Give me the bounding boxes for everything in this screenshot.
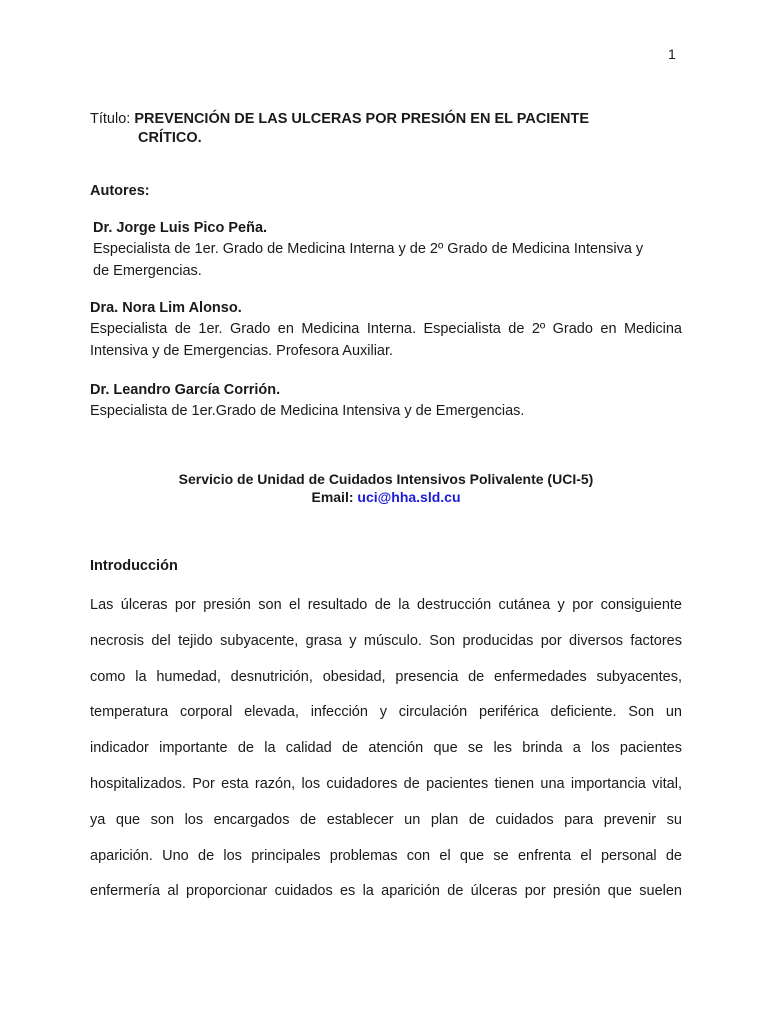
author-name: Dra. Nora Lim Alonso. — [90, 300, 242, 316]
credential-line: Especialista de 1er.Grado de Medicina Intensiva y de Emergencias. — [90, 403, 525, 419]
paragraph-line: ya que son los encargados de establecer un plan de cuidados para prevenir su — [90, 811, 682, 828]
paragraph-line: temperatura corporal elevada, infección y circulación periférica deficiente. Son un — [90, 704, 682, 721]
intro-paragraph — [90, 594, 682, 916]
title-line-1: PREVENCIÓN DE LAS ULCERAS POR PRESIÓN EN EL PACIENTE — [134, 111, 589, 127]
author-name: Dr. Leandro García Corrión. — [90, 382, 281, 398]
credential-line: de Emergencias. — [93, 263, 202, 279]
section-heading: Introducción — [90, 558, 178, 574]
author-name: Dr. Jorge Luis Pico Peña. — [93, 220, 268, 236]
paragraph-line: como la humedad, desnutrición, obesidad, presencia de enfermedades subyacentes, — [90, 668, 682, 685]
paragraph-line: hospitalizados. Por esta razón, los cuidadores de pacientes tienen una importancia vital, — [90, 775, 682, 792]
paragraph-line: aparición. Uno de los principales problemas con el que se enfrenta el personal de — [90, 847, 682, 864]
authors-heading: Autores: — [90, 183, 150, 199]
paragraph-line: indicador importante de la calidad de atención que se les brinda a los pacientes — [90, 740, 682, 757]
credential-line: Especialista de 1er. Grado de Medicina Interna y de 2º Grado de Medicina Intensiva y — [93, 241, 644, 257]
author-credentials — [90, 318, 682, 362]
author-credentials — [93, 238, 685, 282]
credential-line: Intensiva y de Emergencias. Profesora Auxiliar. — [90, 343, 394, 359]
title-line-2: CRÍTICO. — [138, 130, 202, 146]
email-label: Email: — [311, 489, 354, 505]
service-block — [90, 470, 682, 506]
document-title — [90, 110, 690, 148]
service-name: Servicio de Unidad de Cuidados Intensivos Polivalente (UCI-5) — [178, 471, 594, 487]
page-number: 1 — [668, 46, 676, 62]
paragraph-line: necrosis del tejido subyacente, grasa y músculo. Son producidas por diversos factores — [90, 632, 682, 649]
author-credentials — [90, 400, 682, 422]
author-block — [93, 218, 685, 282]
author-block — [90, 298, 682, 362]
title-label: Título: — [90, 111, 131, 127]
email-line — [90, 488, 682, 506]
author-block — [90, 380, 682, 422]
email-link[interactable]: uci@hha.sld.cu — [357, 489, 461, 505]
paragraph-line: Las úlceras por presión son el resultado de la destrucción cutánea y por consiguiente — [90, 597, 682, 613]
credential-line: Especialista de 1er. Grado en Medicina Interna. Especialista de 2º Grado en Medicina — [90, 321, 682, 337]
paragraph-line: enfermería al proporcionar cuidados es la aparición de úlceras por presión que suelen — [90, 883, 682, 900]
